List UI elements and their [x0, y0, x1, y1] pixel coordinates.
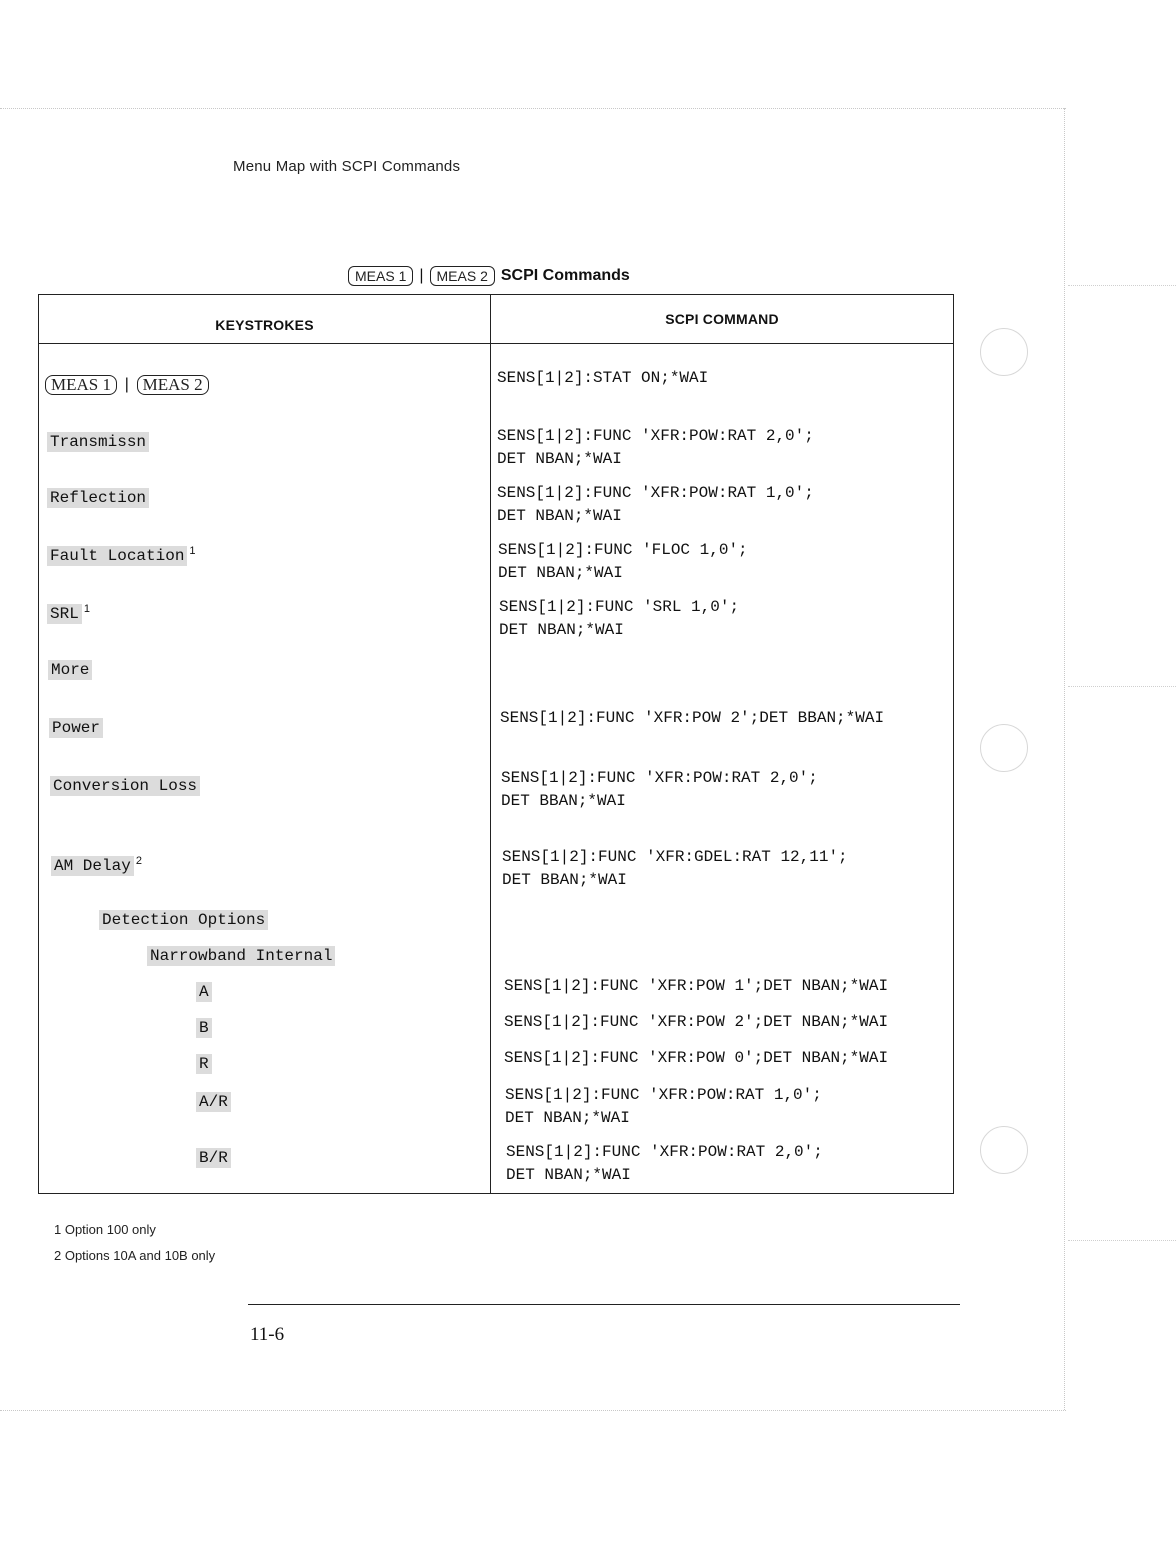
column-divider	[490, 295, 491, 1193]
page-edge-top	[0, 108, 1066, 109]
softkey-b	[196, 1019, 212, 1037]
softkey-power	[49, 719, 103, 737]
meas1-key: MEAS 1	[348, 266, 413, 286]
scpi-command-header: SCPI COMMAND	[665, 311, 779, 327]
softkey-a	[196, 983, 212, 1001]
running-header: Menu Map with SCPI Commands	[233, 158, 461, 175]
meas1-key: MEAS 1	[45, 375, 117, 395]
softkey-srl	[47, 603, 90, 623]
softkey-reflection	[47, 489, 149, 507]
softkey-a-over-r	[196, 1093, 231, 1111]
softkey-label: Fault Location	[47, 546, 187, 566]
softkey-label: Detection Options	[99, 910, 268, 930]
tab-divider	[1068, 285, 1176, 286]
softkey-fault-location	[47, 545, 196, 565]
softkey-label: Power	[49, 718, 103, 738]
scpi-command: SENS[1|2]:FUNC 'XFR:POW:RAT 1,0'; DET NBAN;*WAI	[497, 484, 814, 525]
scpi-command: SENS[1|2]:FUNC 'XFR:POW 0';DET NBAN;*WAI	[504, 1049, 889, 1067]
meas2-key: MEAS 2	[430, 266, 495, 286]
footnote-marker: 1	[189, 545, 196, 557]
punch-hole	[980, 724, 1028, 772]
footnote-marker: 2	[135, 855, 142, 867]
scpi-table	[38, 294, 954, 1194]
section-title	[348, 266, 630, 286]
scpi-command: SENS[1|2]:FUNC 'XFR:POW 1';DET NBAN;*WAI	[504, 977, 889, 995]
scpi-command: SENS[1|2]:FUNC 'XFR:POW:RAT 1,0'; DET NBAN;*WAI	[505, 1086, 822, 1127]
footnote-1: 1 Option 100 only	[54, 1222, 156, 1237]
softkey-r	[196, 1055, 212, 1073]
footnote-marker: 1	[83, 603, 90, 615]
softkey-label: R	[196, 1054, 212, 1074]
keystroke-meas-keys	[45, 375, 209, 395]
softkey-label: Narrowband Internal	[147, 946, 335, 966]
softkey-label: A	[196, 982, 212, 1002]
softkey-label: SRL	[47, 604, 82, 624]
key-separator: |	[121, 376, 132, 394]
meas2-key: MEAS 2	[137, 375, 209, 395]
scpi-command: SENS[1|2]:FUNC 'XFR:POW:RAT 2,0'; DET BBAN;*WAI	[501, 769, 818, 810]
scpi-command: SENS[1|2]:FUNC 'XFR:GDEL:RAT 12,11'; DET BBAN;*WAI	[502, 848, 848, 889]
scpi-command: SENS[1|2]:FUNC 'FLOC 1,0'; DET NBAN;*WAI	[498, 541, 748, 582]
page-edge-right	[1064, 108, 1065, 1410]
tab-divider	[1068, 686, 1176, 687]
softkey-label: AM Delay	[51, 856, 134, 876]
softkey-narrowband-internal	[147, 947, 335, 965]
punch-hole	[980, 1126, 1028, 1174]
softkey-label: Reflection	[47, 488, 149, 508]
footnote-2: 2 Options 10A and 10B only	[54, 1248, 216, 1263]
softkey-label: B	[196, 1018, 212, 1038]
page-number: 11-6	[250, 1324, 285, 1345]
scpi-command: SENS[1|2]:STAT ON;*WAI	[497, 369, 709, 387]
scpi-command: SENS[1|2]:FUNC 'XFR:POW 2';DET BBAN;*WAI	[500, 709, 885, 727]
tab-divider	[1068, 1240, 1176, 1241]
softkey-detection-options	[99, 911, 268, 929]
header-rule	[39, 343, 953, 344]
softkey-more	[48, 661, 92, 679]
scpi-command: SENS[1|2]:FUNC 'XFR:POW:RAT 2,0'; DET NBAN;*WAI	[506, 1143, 823, 1184]
keystrokes-header: KEYSTROKES	[215, 317, 314, 333]
footer-rule	[248, 1304, 960, 1305]
scpi-command: SENS[1|2]:FUNC 'XFR:POW:RAT 2,0'; DET NBAN;*WAI	[497, 427, 814, 468]
key-separator: |	[419, 267, 424, 284]
softkey-label: Conversion Loss	[50, 776, 200, 796]
softkey-label: Transmissn	[47, 432, 149, 452]
softkey-am-delay	[51, 855, 142, 875]
scpi-command: SENS[1|2]:FUNC 'SRL 1,0'; DET NBAN;*WAI	[499, 598, 740, 639]
softkey-label: B/R	[196, 1148, 231, 1168]
scpi-command: SENS[1|2]:FUNC 'XFR:POW 2';DET NBAN;*WAI	[504, 1013, 889, 1031]
softkey-conversion-loss	[50, 777, 200, 795]
softkey-b-over-r	[196, 1149, 231, 1167]
softkey-label: A/R	[196, 1092, 231, 1112]
softkey-transmissn	[47, 433, 149, 451]
page-edge-bottom	[0, 1410, 1066, 1411]
softkey-label: More	[48, 660, 92, 680]
section-heading: SCPI Commands	[500, 267, 630, 284]
punch-hole	[980, 328, 1028, 376]
